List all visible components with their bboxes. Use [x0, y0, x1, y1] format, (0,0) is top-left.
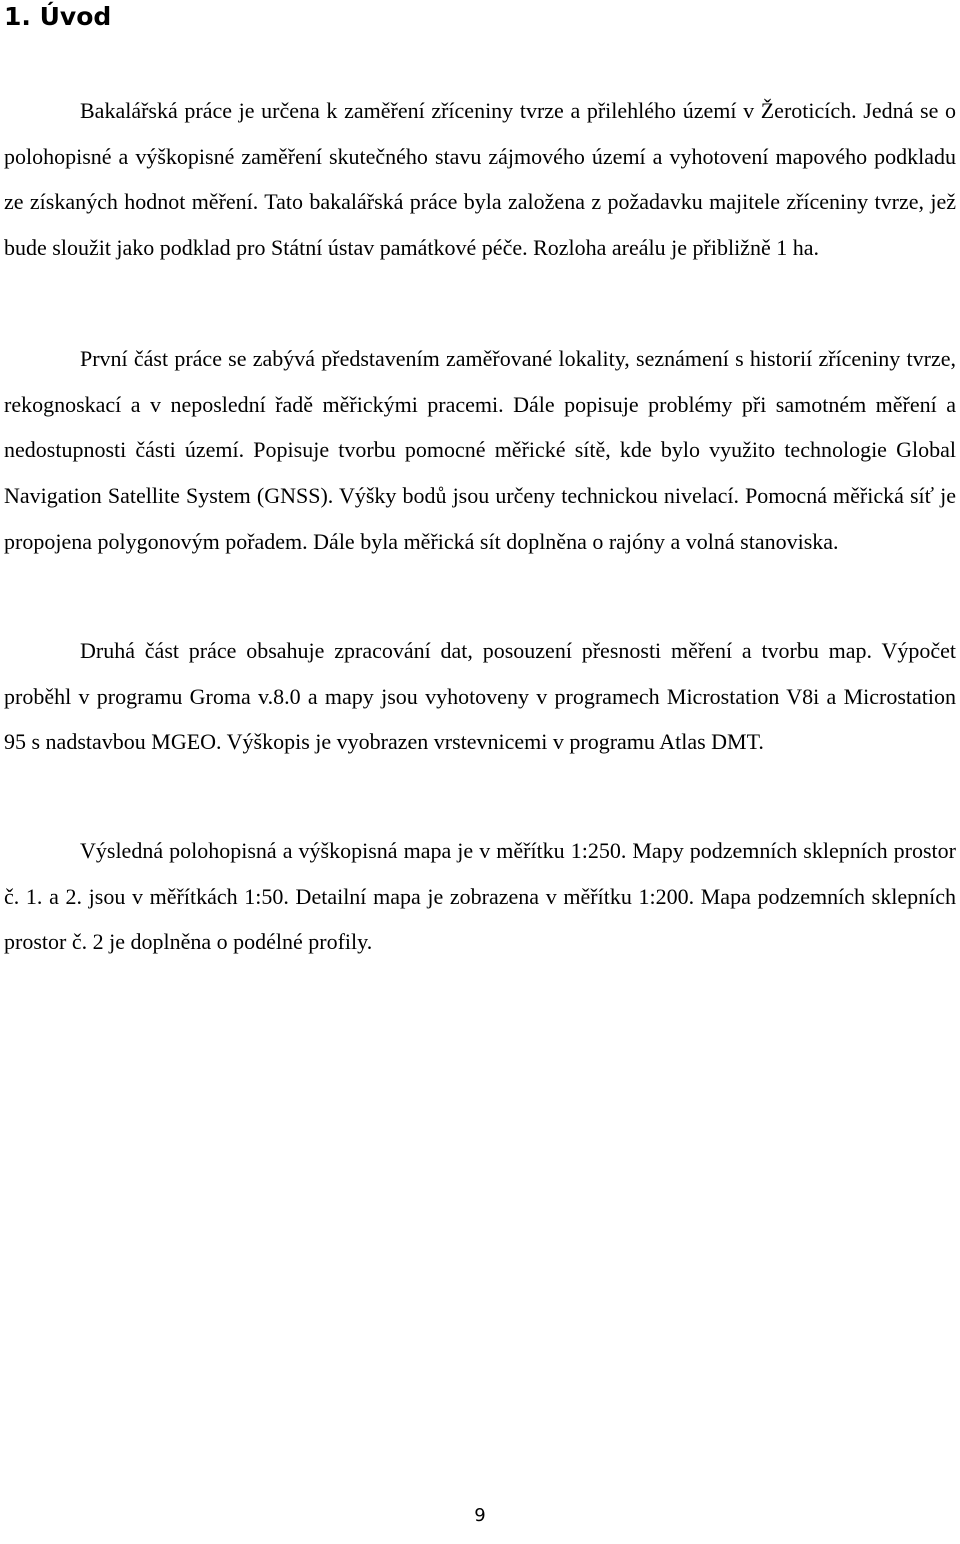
paragraph-introduction: Bakalářská práce je určena k zaměření zříceniny tvrze a přilehlého území v Žeroticích. Jedná se o polohopisné a výškopisné zaměření skutečného stavu zájmového území a vyhotovení mapového podkladu ze získaných hodnot měření. Tato bakalářská práce byla založena z požadavku majitele zříceniny tvrze, jež bude sloužit jako podklad pro Státní ústav památkové péče. Rozloha areálu je přibližně 1 ha. — [4, 98, 956, 261]
page-number: 9 — [474, 1505, 486, 1526]
paragraph-map-scales: Výsledná polohopisná a výškopisná mapa je v měřítku 1:250. Mapy podzemních sklepních prostor č. 1. a 2. jsou v měřítkách 1:50. Detailní mapa je zobrazena v měřítku 1:200. Mapa podzemních sklepních prostor č. 2 je doplněna o podélné profily. — [4, 838, 956, 955]
paragraph-second-part: Druhá část práce obsahuje zpracování dat, posouzení přesnosti měření a tvorbu map. Výpočet proběhl v programu Groma v.8.0 a mapy jsou vyhotoveny v programech Microstation V8i a Microstation 95 s nadstavbou MGEO. Výškopis je vyobrazen vrstevnicemi v programu Atlas DMT. — [4, 638, 956, 755]
section-heading: 1. Úvod — [4, 2, 112, 31]
paragraph-first-part: První část práce se zabývá představením zaměřované lokality, seznámení s historií zříceniny tvrze, rekognoskací a v neposlední řadě měřickými pracemi. Dále popisuje problémy při samotném měření a nedostupnosti části území. Popisuje tvorbu pomocné měřické sítě, kde bylo využito technologie Global Navigation Satellite System (GNSS). Výšky bodů jsou určeny technickou nivelací. Pomocná měřická síť je propojena polygonovým pořadem. Dále byla měřická sít doplněna o rajóny a volná stanoviska. — [4, 346, 956, 554]
